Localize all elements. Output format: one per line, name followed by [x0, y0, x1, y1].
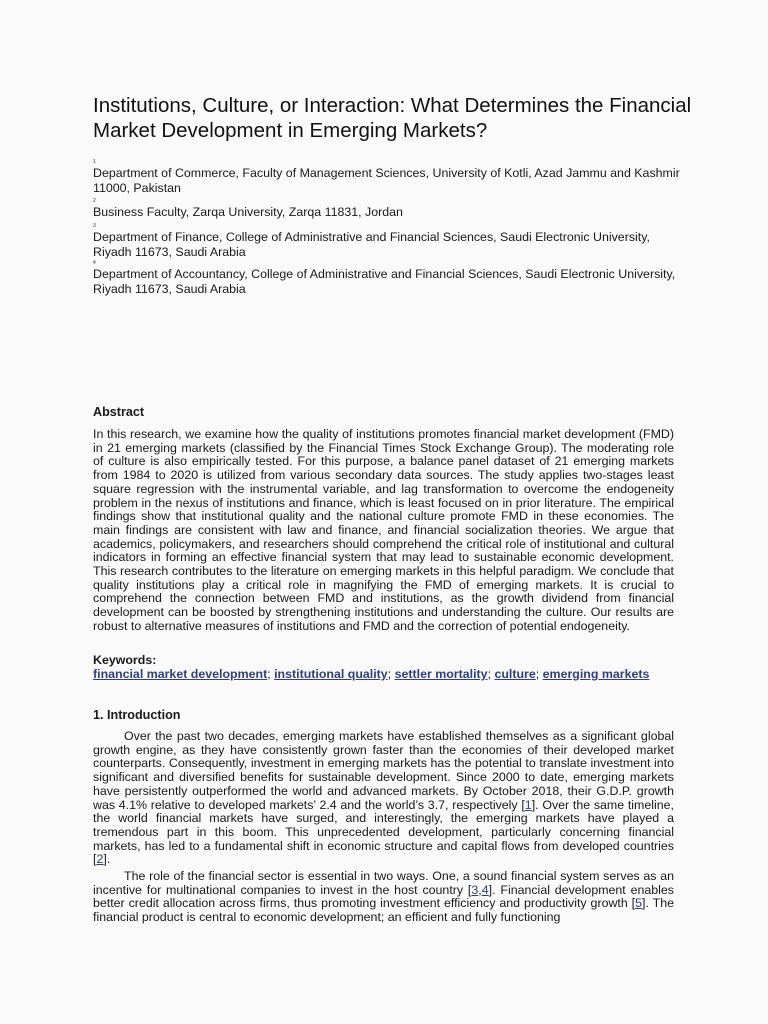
- section-heading-introduction: 1. Introduction: [93, 708, 181, 722]
- citation-link[interactable]: 3: [471, 882, 479, 897]
- citation-link[interactable]: 5: [635, 896, 643, 911]
- keyword-separator: ;: [487, 667, 495, 681]
- affiliation-marker: 3: [93, 223, 96, 229]
- citation-link[interactable]: 2: [96, 852, 104, 867]
- paragraph-text: ]. Financial development enables better credit allocation across firms, thus promoting investment efficiency and productivity growth [: [93, 882, 675, 911]
- affiliation-marker: 2: [93, 198, 96, 204]
- intro-paragraph-2: [93, 870, 674, 925]
- affiliation-4: [93, 260, 683, 296]
- paragraph-text: ]. The financial product is central to economic development; an efficient and fully functioning: [93, 896, 674, 925]
- keyword-separator: ;: [535, 667, 543, 681]
- affiliation-marker: 4: [93, 260, 96, 266]
- keyword-link[interactable]: culture: [494, 667, 536, 681]
- affiliation-2: [93, 198, 683, 220]
- affiliation-1: [93, 159, 683, 195]
- paragraph-text: ]. Over the same timeline, the world financial markets have surged, and interestingly, the emerging markets have played a tremendous part in this boom. This unprecedented development, particularly concerning financial markets, has led to a fundamental shift in economic structure and capital flows from developed countries [: [93, 797, 675, 867]
- affiliation-marker: 1: [93, 159, 96, 165]
- affiliation-text: Department of Finance, College of Administrative and Financial Sciences, Saudi Electronic University, Riyadh 11673, Saudi Arabia: [93, 230, 650, 259]
- affiliation-text: Department of Commerce, Faculty of Management Sciences, University of Kotli, Azad Jammu and Kashmir 11000, Pakistan: [93, 166, 680, 195]
- keyword-separator: ;: [267, 667, 275, 681]
- citation-link[interactable]: 4: [481, 882, 489, 897]
- paragraph-text: ,: [478, 882, 482, 897]
- affiliation-text: Business Faculty, Zarqa University, Zarqa 11831, Jordan: [93, 205, 403, 219]
- citation-link[interactable]: 1: [524, 797, 532, 812]
- affiliation-text: Department of Accountancy, College of Administrative and Financial Sciences, Saudi Electronic University, Riyadh 11673, Saudi Arabia: [93, 267, 676, 296]
- abstract-text: In this research, we examine how the quality of institutions promotes financial market development (FMD) in 21 emerging markets (classified by the Financial Times Stock Exchange Group). The moderating role of culture is also empirically tested. For this purpose, a balance panel dataset of 21 emerging markets from 1984 to 2020 is utilized from various secondary data sources. The study applies two-stages least square regression with the instrumental variable, and lag transformation to overcome the endogeneity problem in the nexus of institutions and finance, which is least focused on in prior literature. The empirical findings show that institutional quality and the national culture promote FMD in these economies. The main findings are consistent with law and finance, and financial socialization theories. We argue that academics, policymakers, and researchers should comprehend the critical role of institutional and cultural indicators in forming an effective financial system that may lead to sustainable economic development. This research contributes to the literature on emerging markets in this helpful paradigm. We conclude that quality institutions play a critical role in magnifying the FMD of emerging markets. It is crucial to comprehend the connection between FMD and institutions, as the growth dividend from financial development can be boosted by strengthening institutions and understanding the culture. Our results are robust to alternative measures of institutions and FMD and the correction of potential endogeneity.: [93, 427, 674, 633]
- keyword-link[interactable]: settler mortality: [394, 667, 488, 681]
- paragraph-text: Over the past two decades, emerging markets have established themselves as a significant global growth engine, as they have consistently grown faster than the economies of their developed market counterparts. Consequently, investment in emerging markets has the potential to translate investment into significant and diversified benefits for sustainable development. Since 2000 to date, emerging markets have persistently outperformed the world and advanced markets. By October 2018, their G.D.P. growth was 4.1% relative to developed markets’ 2.4 and the world’s 3.7, respectively [: [93, 729, 674, 812]
- paragraph-text: The role of the financial sector is essential in two ways. One, a sound financial system serves as an incentive for multinational companies to invest in the host country [: [93, 869, 674, 897]
- paper-title: Institutions, Culture, or Interaction: What Determines the Financial Market Development in Emerging Markets?: [93, 94, 692, 142]
- paragraph-text: ].: [103, 852, 111, 867]
- abstract-heading: Abstract: [93, 405, 145, 419]
- keyword-link[interactable]: institutional quality: [274, 667, 388, 681]
- affiliation-3: [93, 223, 683, 259]
- keywords-heading: Keywords:: [93, 653, 157, 667]
- keywords-list: [93, 667, 693, 681]
- keyword-link[interactable]: financial market development: [93, 667, 268, 681]
- keyword-link[interactable]: emerging markets: [542, 667, 650, 681]
- intro-paragraph-1: [93, 730, 674, 867]
- keyword-separator: ;: [387, 667, 395, 681]
